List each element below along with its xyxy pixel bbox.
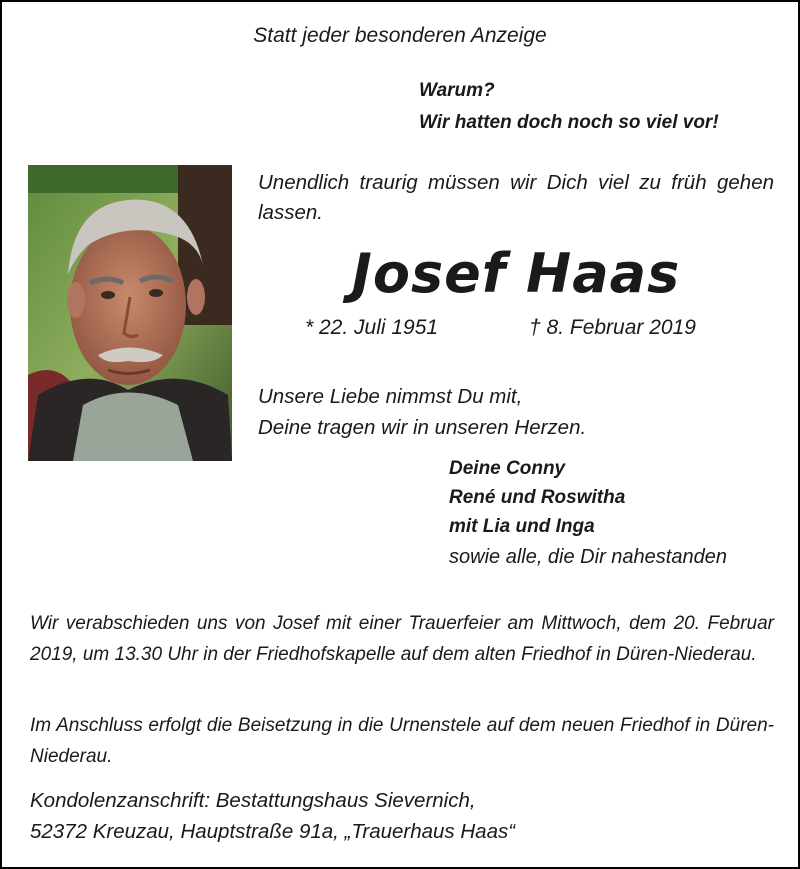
contact-line-1: Kondolenzanschrift: Bestattungshaus Sievernich, xyxy=(30,789,476,812)
signature-name-2: René und Roswitha xyxy=(449,487,626,508)
poem-line-1: Unsere Liebe nimmst Du mit, xyxy=(258,385,523,408)
signature-name-1: Deine Conny xyxy=(449,458,566,479)
contact-line-2: 52372 Kreuzau, Hauptstraße 91a, „Trauerhaus Haas“ xyxy=(30,820,516,843)
poem xyxy=(258,381,586,443)
contact-address xyxy=(30,785,515,847)
quote-line-2: Wir hatten doch noch so viel vor! xyxy=(419,112,719,133)
death-date: † 8. Februar 2019 xyxy=(529,316,696,339)
ceremony-paragraph-2: Im Anschluss erfolgt die Beisetzung in die Urnenstele auf dem neuen Friedhof in Düren-Niederau. xyxy=(30,715,774,767)
quote-line-1: Warum? xyxy=(419,80,495,101)
signature-name-3: mit Lia und Inga xyxy=(449,516,595,537)
portrait-image xyxy=(28,165,232,461)
intro-text: Unendlich traurig müssen wir Dich viel zu früh gehen lassen. xyxy=(258,171,774,224)
header-title: Statt jeder besonderen Anzeige xyxy=(253,24,547,47)
portrait-photo xyxy=(28,165,232,461)
deceased-name: Josef Haas xyxy=(351,242,681,305)
ceremony-paragraph-1: Wir verabschieden uns von Josef mit einer Trauerfeier am Mittwoch, dem 20. Februar 2019, um 13.30 Uhr in der Friedhofskapelle auf dem alten Friedhof in Düren-Niederau. xyxy=(30,613,774,665)
poem-line-2: Deine tragen wir in unseren Herzen. xyxy=(258,416,587,439)
birth-date: * 22. Juli 1951 xyxy=(305,316,439,339)
signature-note: sowie alle, die Dir nahestanden xyxy=(449,546,727,568)
